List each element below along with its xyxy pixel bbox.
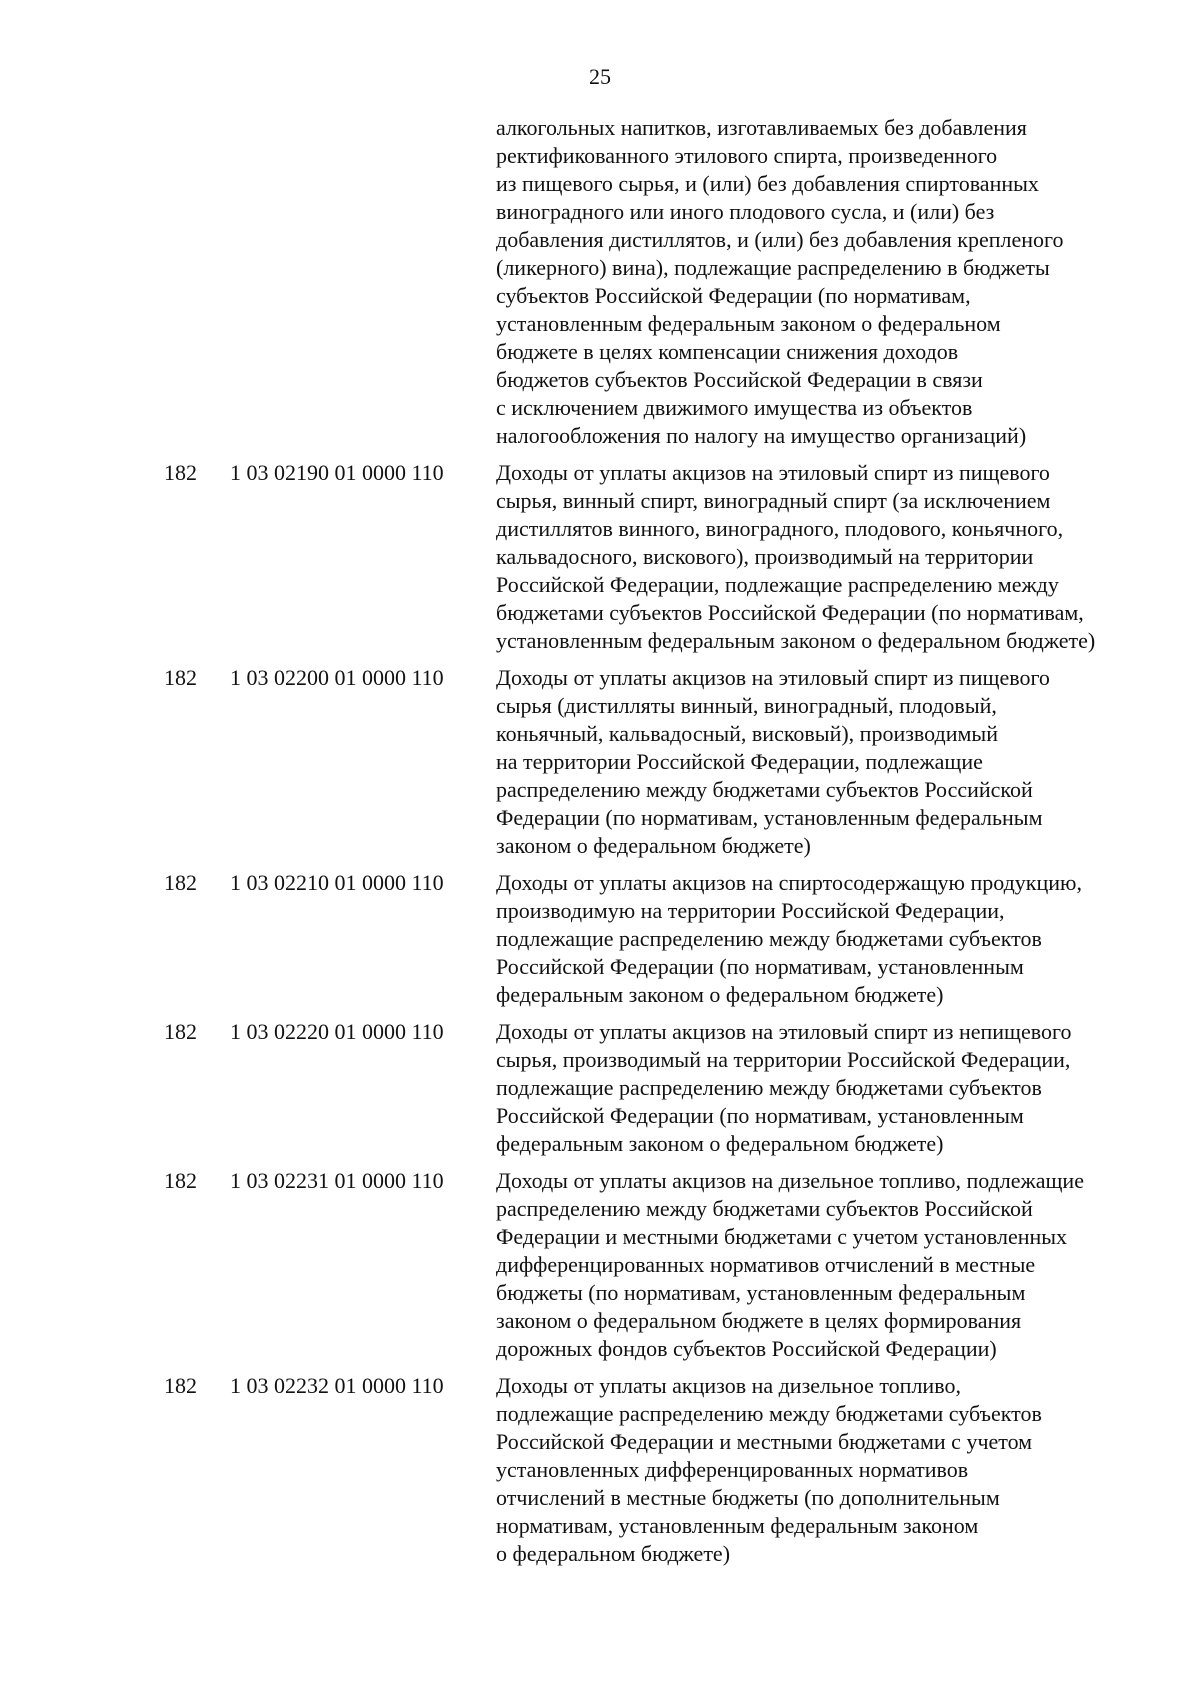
description-line: с исключением движимого имущества из объектов xyxy=(496,395,973,420)
description-line: из пищевого сырья, и (или) без добавления спиртованных xyxy=(496,171,1039,196)
admin-code-cell: 182 xyxy=(164,870,197,895)
description-line: сырья, производимый на территории Российской Федерации, xyxy=(496,1047,1071,1072)
description-line: виноградного или иного плодового сусла, и (или) без xyxy=(496,199,995,224)
admin-code-cell: 182 xyxy=(164,1168,197,1193)
description-line: субъектов Российской Федерации (по нормативам, xyxy=(496,283,971,308)
description-line: налогообложения по налогу на имущество организаций) xyxy=(496,423,1027,448)
description-line: бюджетов субъектов Российской Федерации в связи xyxy=(496,367,983,392)
description-line: Российской Федерации (по нормативам, установленным xyxy=(496,954,1024,979)
description-line: Российской Федерации и местными бюджетами с учетом xyxy=(496,1429,1033,1454)
description-line: Федерации и местными бюджетами с учетом установленных xyxy=(496,1224,1068,1249)
description-cell xyxy=(496,869,1124,1009)
description-line: Доходы от уплаты акцизов на дизельное топливо, подлежащие xyxy=(496,1168,1084,1193)
description-line: законом о федеральном бюджете) xyxy=(496,833,811,858)
description-line: распределению между бюджетами субъектов Российской xyxy=(496,1196,1033,1221)
table-row xyxy=(164,664,1124,860)
description-line: (ликерного) вина), подлежащие распределению в бюджеты xyxy=(496,255,1050,280)
description-line: установленным федеральным законом о федеральном xyxy=(496,311,1001,336)
description-line: дорожных фондов субъектов Российской Федерации) xyxy=(496,1336,997,1361)
description-cell xyxy=(496,1372,1124,1568)
description-line: подлежащие распределению между бюджетами субъектов xyxy=(496,1401,1042,1426)
description-cell xyxy=(496,1018,1124,1158)
description-line: Российской Федерации, подлежащие распределению между xyxy=(496,572,1059,597)
description-line: подлежащие распределению между бюджетами субъектов xyxy=(496,1075,1042,1100)
description-line: отчислений в местные бюджеты (по дополнительным xyxy=(496,1485,1000,1510)
description-line: производимую на территории Российской Федерации, xyxy=(496,898,1005,923)
description-cell xyxy=(496,459,1124,655)
description-line: подлежащие распределению между бюджетами субъектов xyxy=(496,926,1042,951)
description-line: дистиллятов винного, виноградного, плодового, коньячного, xyxy=(496,516,1064,541)
budget-classification-code-cell: 1 03 02220 01 0000 110 xyxy=(230,1019,444,1044)
description-cell xyxy=(496,1167,1124,1363)
description-line: нормативам, установленным федеральным законом xyxy=(496,1513,979,1538)
description-line: дифференцированных нормативов отчислений в местные xyxy=(496,1252,1036,1277)
description-line: сырья (дистилляты винный, виноградный, плодовый, xyxy=(496,693,997,718)
admin-code-cell: 182 xyxy=(164,1373,197,1398)
table-row xyxy=(164,1372,1124,1568)
description-line: законом о федеральном бюджете в целях формирования xyxy=(496,1308,1022,1333)
description-line: Доходы от уплаты акцизов на спиртосодержащую продукцию, xyxy=(496,870,1082,895)
table-row xyxy=(164,1018,1124,1158)
description-cell xyxy=(496,114,1124,450)
budget-code-table xyxy=(164,114,1124,1577)
table-row xyxy=(164,869,1124,1009)
description-line: Федерации (по нормативам, установленным федеральным xyxy=(496,805,1043,830)
description-line: добавления дистиллятов, и (или) без добавления крепленого xyxy=(496,227,1064,252)
description-line: Доходы от уплаты акцизов на этиловый спирт из пищевого xyxy=(496,665,1050,690)
description-line: о федеральном бюджете) xyxy=(496,1541,731,1566)
admin-code-cell: 182 xyxy=(164,1019,197,1044)
admin-code-cell: 182 xyxy=(164,665,197,690)
budget-classification-code-cell: 1 03 02190 01 0000 110 xyxy=(230,460,444,485)
page-number: 25 xyxy=(589,64,611,89)
description-line: алкогольных напитков, изготавливаемых без добавления xyxy=(496,115,1027,140)
table-row xyxy=(164,459,1124,655)
budget-classification-code-cell: 1 03 02232 01 0000 110 xyxy=(230,1373,444,1398)
description-line: федеральным законом о федеральном бюджете) xyxy=(496,982,944,1007)
description-cell xyxy=(496,664,1124,860)
budget-classification-code-cell: 1 03 02210 01 0000 110 xyxy=(230,870,444,895)
description-line: кальвадосного, вискового), производимый на территории xyxy=(496,544,1034,569)
budget-classification-code-cell: 1 03 02200 01 0000 110 xyxy=(230,665,444,690)
description-line: сырья, винный спирт, виноградный спирт (за исключением xyxy=(496,488,1051,513)
description-line: бюджеты (по нормативам, установленным федеральным xyxy=(496,1280,1026,1305)
description-line: коньячный, кальвадосный, висковый), производимый xyxy=(496,721,998,746)
admin-code-cell: 182 xyxy=(164,460,197,485)
description-line: федеральным законом о федеральном бюджете) xyxy=(496,1131,944,1156)
description-line: Доходы от уплаты акцизов на дизельное топливо, xyxy=(496,1373,961,1398)
description-line: распределению между бюджетами субъектов Российской xyxy=(496,777,1033,802)
description-line: установленных дифференцированных нормативов xyxy=(496,1457,969,1482)
description-line: на территории Российской Федерации, подлежащие xyxy=(496,749,983,774)
table-row xyxy=(164,114,1124,450)
description-line: бюджетами субъектов Российской Федерации (по нормативам, xyxy=(496,600,1084,625)
description-line: Доходы от уплаты акцизов на этиловый спирт из непищевого xyxy=(496,1019,1072,1044)
description-line: ректификованного этилового спирта, произведенного xyxy=(496,143,998,168)
table-row xyxy=(164,1167,1124,1363)
description-line: бюджете в целях компенсации снижения доходов xyxy=(496,339,959,364)
budget-classification-code-cell: 1 03 02231 01 0000 110 xyxy=(230,1168,444,1193)
description-line: установленным федеральным законом о федеральном бюджете) xyxy=(496,628,1096,653)
description-line: Доходы от уплаты акцизов на этиловый спирт из пищевого xyxy=(496,460,1050,485)
description-line: Российской Федерации (по нормативам, установленным xyxy=(496,1103,1024,1128)
